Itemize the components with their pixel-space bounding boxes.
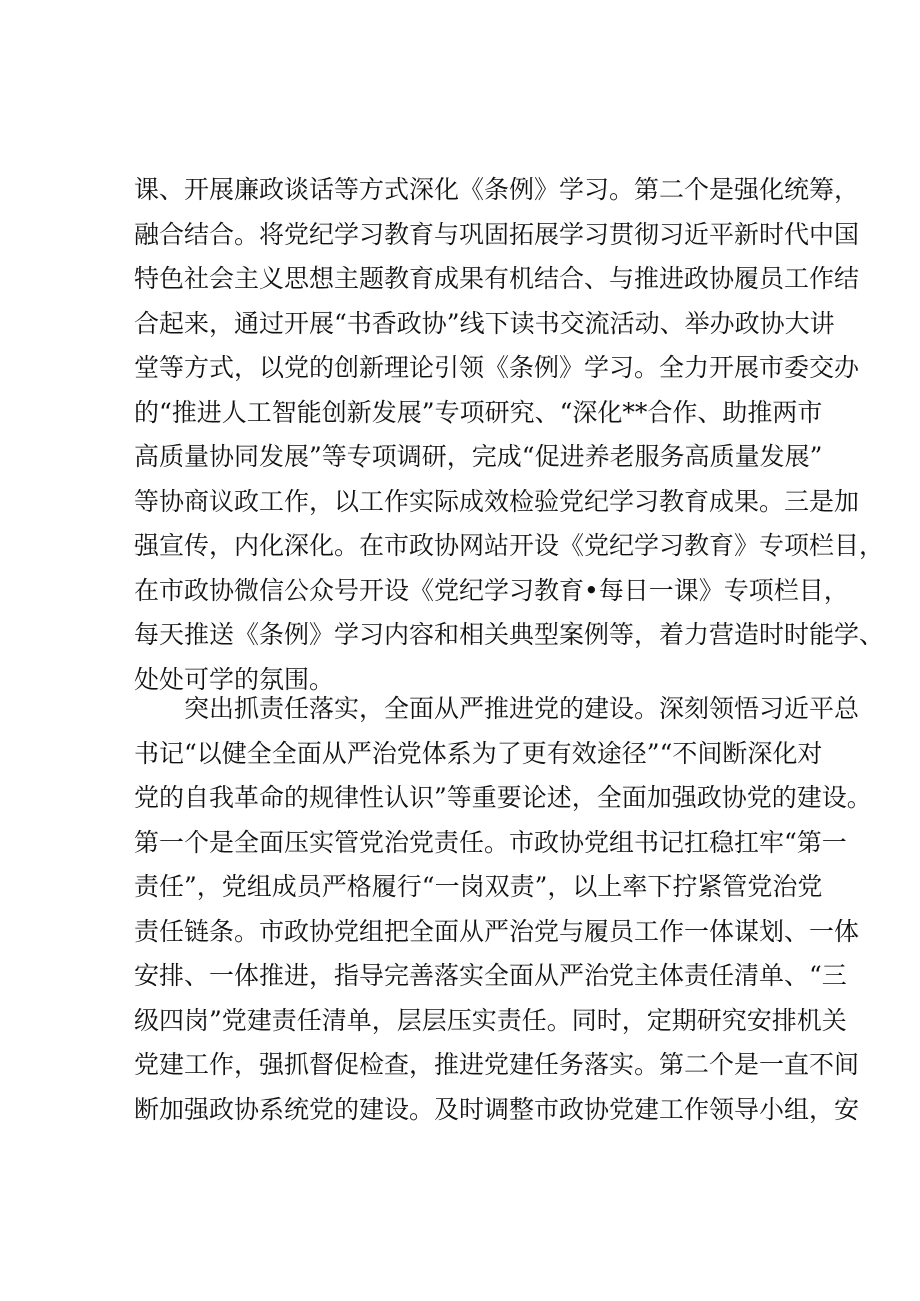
text-line: 书记“以健全全面从严治党体系为了更有效途径”“不间断深化对 xyxy=(134,738,823,768)
text-line: 第一个是全面压实管党治党责任。市政协党组书记扛稳扛牢“第一 xyxy=(134,827,847,857)
text-line: 融合结合。将党纪学习教育与巩固拓展学习贯彻习近平新时代中国 xyxy=(134,219,860,249)
text-line: 堂等方式，以党的创新理论引领《条例》学习。全力开展市委交办 xyxy=(134,353,860,382)
text-line: 的“推进人工智能创新发展”专项研究、“深化**合作、助推两市 xyxy=(134,397,823,427)
text-line: 高质量协同发展”等专项调研，完成“促进养老服务高质量发展” xyxy=(134,442,823,471)
text-line: 合起来，通过开展“书香政协”线下读书交流活动、举办政协大讲 xyxy=(134,308,835,338)
text-line: 等协商议政工作，以工作实际成效检验党纪学习教育成果。三是加 xyxy=(134,486,860,516)
text-line: 党建工作，强抓督促检查，推进党建任务落实。第二个是一直不间 xyxy=(134,1050,860,1079)
text-line: 强宣传，内化深化。在市政协网站开设《党纪学习教育》专项栏目， xyxy=(134,531,885,560)
text-line: 级四岗”党建责任清单，层层压实责任。同时，定期研究安排机关 xyxy=(134,1005,847,1035)
text-line: 处处可学的氛围。 xyxy=(134,664,335,694)
text-line: 特色社会主义思想主题教育成果有机结合、与推进政协履员工作结 xyxy=(134,264,860,293)
text-line: 每天推送《条例》学习内容和相关典型案例等，着力营造时时能学、 xyxy=(134,620,885,649)
text-line: 安排、一体推进，指导完善落实全面从严治党主体责任清单、“三 xyxy=(134,961,847,990)
paragraph-1 xyxy=(134,168,885,702)
text-line: 在市政协微信公众号开设《党纪学习教育•每日一课》专项栏目， xyxy=(134,575,849,605)
text-line: 课、开展廉政谈话等方式深化《条例》学习。第二个是强化统筹， xyxy=(134,175,860,204)
text-line: 责任链条。市政协党组把全面从严治党与履员工作一体谋划、一体 xyxy=(134,916,860,946)
text-line: 突出抓责任落实，全面从严推进党的建设。深刻领悟习近平总 xyxy=(184,694,860,723)
paragraph-2 xyxy=(134,687,872,1132)
text-line: 责任”，党组成员严格履行“一岗双责”，以上率下拧紧管党治党 xyxy=(134,872,823,901)
text-line: 断加强政协系统党的建设。及时调整市政协党建工作领导小组，安 xyxy=(134,1094,860,1124)
text-line: 党的自我革命的规律性认识”等重要论述，全面加强政协党的建设。 xyxy=(134,783,872,812)
